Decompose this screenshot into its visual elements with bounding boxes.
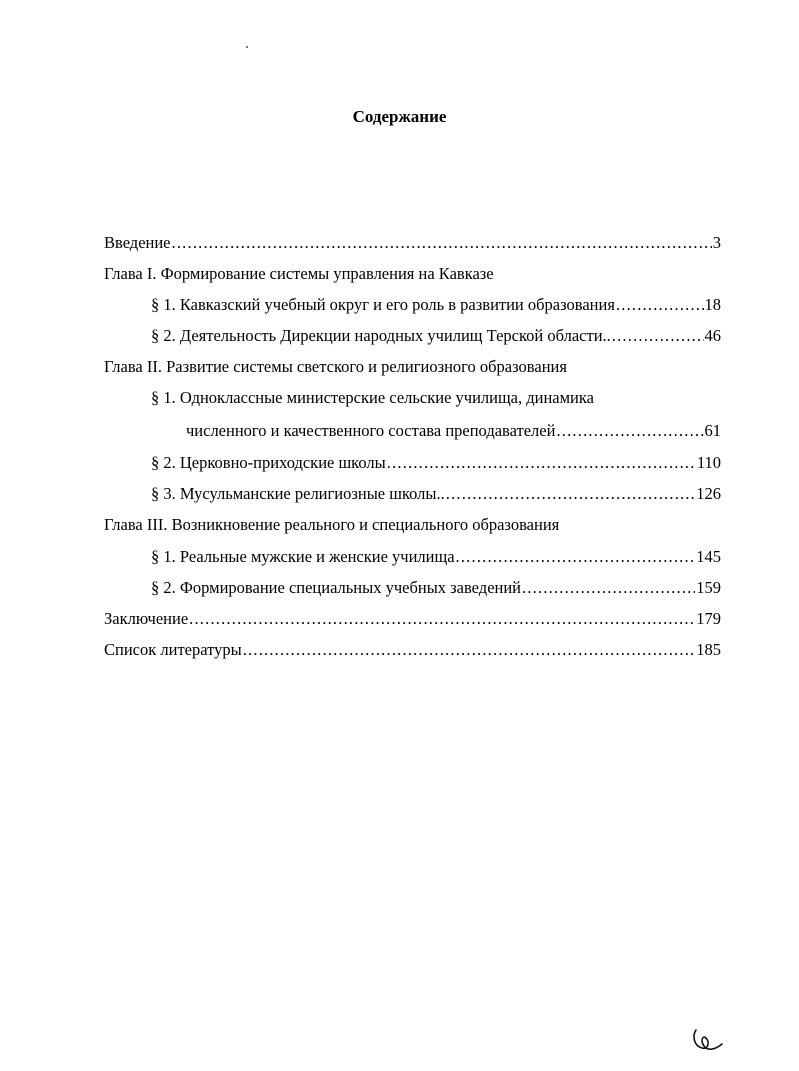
toc-page-number: 185 (696, 640, 721, 659)
toc-entry-ch2-sec1[interactable] (151, 386, 594, 410)
dot-leader (522, 576, 695, 600)
handwritten-page-mark (688, 1024, 728, 1056)
toc-entry-label: § 3. Мусульманские религиозные школы.. (151, 484, 445, 503)
toc-entry-label: Заключение (104, 609, 189, 628)
toc-entry-label: § 1. Одноклассные министерские сельские училища, динамика (151, 388, 594, 407)
dot-leader (189, 607, 695, 631)
page-title: Содержание (352, 107, 447, 126)
toc-entry-label: § 1. Кавказский учебный округ и его роль в развитии образования (151, 295, 615, 314)
toc-page-number: 61 (704, 421, 721, 440)
toc-chapter-2-heading[interactable] (104, 355, 567, 379)
toc-page-number: 3 (712, 233, 721, 252)
toc-entry-label: § 2. Деятельность Дирекции народных училищ Терской области.. (151, 326, 611, 345)
toc-entry-bibliography[interactable] (104, 638, 721, 662)
toc-entry-ch3-sec2[interactable] (151, 576, 721, 600)
toc-chapter-3-heading[interactable] (104, 513, 559, 537)
toc-entry-ch3-sec1[interactable] (151, 545, 721, 569)
dot-leader (243, 638, 696, 662)
toc-entry-label: § 2. Формирование специальных учебных заведений (151, 578, 522, 597)
dot-leader (387, 451, 696, 475)
dot-leader (556, 419, 703, 443)
toc-entry-intro[interactable] (104, 231, 721, 255)
dot-leader (616, 293, 704, 317)
toc-entry-label: § 1. Реальные мужские и женские училища (151, 547, 455, 566)
toc-entry-label: § 2. Церковно-приходские школы (151, 453, 386, 472)
toc-entry-ch2-sec1-continuation[interactable] (186, 419, 721, 443)
toc-entry-ch2-sec3[interactable] (151, 482, 721, 506)
dot-leader (446, 482, 696, 506)
toc-entry-conclusion[interactable] (104, 607, 721, 631)
dot-leader (612, 324, 704, 348)
toc-entry-ch1-sec1[interactable] (151, 293, 721, 317)
toc-page-number: 126 (696, 484, 721, 503)
toc-page-number: 110 (696, 453, 721, 472)
toc-page-number: 159 (696, 578, 721, 597)
toc-page-number: 18 (704, 295, 721, 314)
toc-entry-label: Введение (104, 233, 171, 252)
toc-chapter-1-heading[interactable] (104, 262, 494, 286)
toc-chapter-label: Глава III. Возникновение реального и специального образования (104, 515, 560, 534)
toc-page-number: 46 (704, 326, 721, 345)
toc-chapter-label: Глава I. Формирование системы управления на Кавказе (104, 264, 494, 283)
dot-leader (456, 545, 696, 569)
dot-leader (172, 231, 712, 255)
toc-chapter-label: Глава II. Развитие системы светского и религиозного образования (104, 357, 567, 376)
toc-entry-ch2-sec2[interactable] (151, 451, 721, 475)
toc-entry-ch1-sec2[interactable] (151, 324, 721, 348)
toc-page-number: 179 (696, 609, 721, 628)
toc-entry-label: Список литературы (104, 640, 242, 659)
toc-entry-label-continuation: численного и качественного состава преподавателей (186, 421, 556, 440)
toc-page-number: 145 (696, 547, 721, 566)
